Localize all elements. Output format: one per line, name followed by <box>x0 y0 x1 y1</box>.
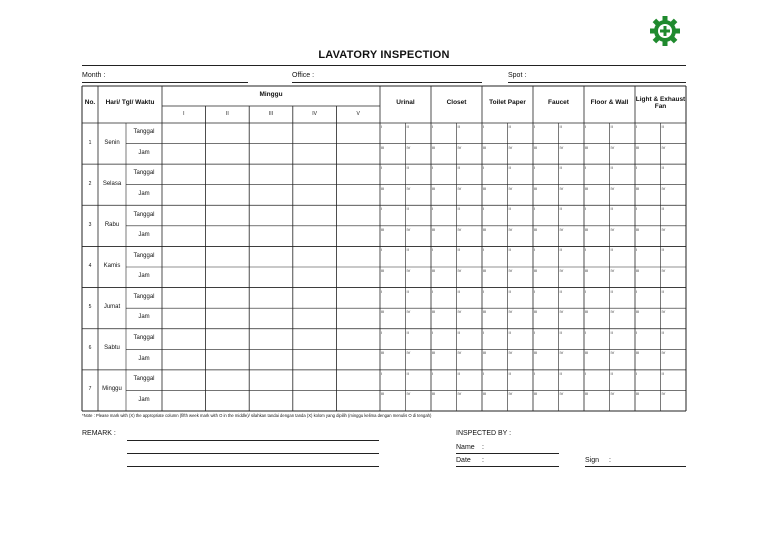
day-number: 2 <box>88 180 92 187</box>
corner-mark: IV <box>559 391 564 397</box>
corner-mark: III <box>432 268 436 273</box>
day-number: 1 <box>88 139 92 146</box>
corner-mark: IV <box>457 144 462 150</box>
corner-mark: I <box>585 206 587 212</box>
sign-field-line[interactable] <box>585 466 686 467</box>
corner-mark: IV <box>610 144 615 150</box>
corner-mark: III <box>432 350 436 356</box>
corner-mark: IV <box>508 144 513 150</box>
corner-mark: II <box>559 124 562 129</box>
corner-mark: III <box>636 226 640 232</box>
corner-mark: II <box>406 247 409 253</box>
corner-mark: III <box>636 268 640 273</box>
date-label: Date <box>456 457 471 464</box>
jam-label: Jam <box>138 191 150 197</box>
corner-mark: III <box>381 268 385 273</box>
corner-mark: I <box>534 124 536 129</box>
corner-mark: III <box>381 309 385 315</box>
day-name: Jumat <box>103 304 121 311</box>
corner-mark: III <box>432 226 436 232</box>
jam-label: Jam <box>138 314 150 321</box>
week-header-4: IV <box>312 111 317 117</box>
corner-mark: I <box>585 165 587 171</box>
day-number: 6 <box>88 345 92 352</box>
corner-mark: III <box>534 144 538 150</box>
corner-mark: IV <box>406 350 411 356</box>
corner-mark: I <box>381 165 383 171</box>
corner-mark: II <box>610 329 613 335</box>
corner-mark: III <box>534 309 538 315</box>
corner-mark: II <box>610 124 613 129</box>
tanggal-label: Tanggal <box>133 129 155 136</box>
corner-mark: I <box>534 247 536 253</box>
corner-mark: I <box>534 165 536 171</box>
corner-mark: II <box>559 247 562 253</box>
corner-mark: IV <box>559 144 564 150</box>
corner-mark: IV <box>508 185 513 191</box>
week-header-2: II <box>226 111 229 117</box>
corner-mark: I <box>534 370 536 376</box>
corner-mark: III <box>636 309 640 315</box>
corner-mark: III <box>534 185 538 191</box>
corner-mark: IV <box>661 268 666 273</box>
corner-mark: III <box>381 144 385 150</box>
corner-mark: III <box>381 226 385 232</box>
name-colon: : <box>482 444 484 451</box>
corner-mark: IV <box>559 185 564 191</box>
tanggal-label: Tanggal <box>133 293 155 300</box>
corner-mark: I <box>381 370 383 376</box>
spot-label: Spot : <box>508 72 527 79</box>
corner-mark: IV <box>406 309 411 315</box>
corner-mark: III <box>585 268 589 273</box>
corner-mark: II <box>508 165 511 171</box>
corner-mark: IV <box>661 226 666 232</box>
corner-mark: IV <box>406 268 411 273</box>
corner-mark: III <box>483 309 487 315</box>
corner-mark: III <box>483 226 487 232</box>
corner-mark: IV <box>610 309 615 315</box>
col-week-header: Minggu <box>259 91 283 98</box>
corner-mark: I <box>483 288 485 294</box>
corner-mark: III <box>585 144 589 150</box>
corner-mark: IV <box>457 350 462 356</box>
date-colon: : <box>482 457 484 464</box>
corner-mark: III <box>534 391 538 397</box>
month-label: Month : <box>82 72 106 79</box>
corner-mark: II <box>610 165 613 171</box>
corner-mark: III <box>483 268 487 273</box>
corner-mark: I <box>483 329 485 335</box>
corner-mark: II <box>406 165 409 171</box>
corner-mark: II <box>610 206 613 212</box>
corner-mark: I <box>381 206 383 212</box>
tanggal-label: Tanggal <box>133 252 155 259</box>
corner-mark: III <box>432 309 436 315</box>
corner-mark: II <box>508 247 511 253</box>
week-header-5: V <box>356 111 360 117</box>
corner-mark: I <box>432 165 434 171</box>
corner-mark: IV <box>661 144 666 150</box>
corner-mark: II <box>661 124 664 129</box>
corner-mark: I <box>636 206 638 212</box>
corner-mark: IV <box>457 268 462 273</box>
corner-mark: I <box>534 329 536 335</box>
corner-mark: III <box>534 226 538 232</box>
corner-mark: I <box>636 165 638 171</box>
corner-mark: IV <box>406 391 411 397</box>
office-label: Office : <box>292 72 315 79</box>
corner-mark: III <box>636 391 640 397</box>
corner-mark: III <box>585 350 589 356</box>
corner-mark: I <box>483 124 485 129</box>
corner-mark: II <box>406 370 409 376</box>
day-name: Sabtu <box>104 345 120 352</box>
week-header-1: I <box>183 111 185 117</box>
corner-mark: I <box>381 247 383 253</box>
page-title: LAVATORY INSPECTION <box>318 49 450 61</box>
corner-mark: II <box>661 206 664 212</box>
remark-line-1[interactable] <box>127 440 379 441</box>
corner-mark: IV <box>661 309 666 315</box>
corner-mark: IV <box>457 309 462 315</box>
corner-mark: II <box>457 370 460 376</box>
corner-mark: III <box>432 144 436 150</box>
remark-line-3[interactable] <box>127 466 379 467</box>
corner-mark: I <box>585 247 587 253</box>
corner-mark: I <box>432 370 434 376</box>
corner-mark: III <box>483 185 487 191</box>
corner-mark: I <box>636 124 638 129</box>
name-field-line[interactable] <box>456 453 559 454</box>
corner-mark: I <box>585 370 587 376</box>
corner-mark: III <box>483 391 487 397</box>
jam-label: Jam <box>138 396 150 403</box>
day-number: 5 <box>88 304 92 311</box>
day-name: Rabu <box>104 221 120 228</box>
corner-mark: III <box>636 144 640 150</box>
corner-mark: I <box>483 206 485 212</box>
corner-mark: III <box>432 185 436 191</box>
corner-mark: I <box>483 370 485 376</box>
item-header-5: Floor & Wall <box>590 99 629 106</box>
corner-mark: IV <box>559 268 564 273</box>
item-header-1: Urinal <box>396 99 415 106</box>
corner-mark: I <box>483 247 485 253</box>
remark-line-2[interactable] <box>127 453 379 454</box>
corner-mark: II <box>406 206 409 212</box>
corner-mark: I <box>432 206 434 212</box>
week-header-3: III <box>268 111 274 117</box>
corner-mark: IV <box>610 350 615 356</box>
jam-label: Jam <box>138 149 150 156</box>
corner-mark: IV <box>508 391 513 397</box>
corner-mark: I <box>381 288 383 294</box>
corner-mark: IV <box>457 185 462 191</box>
corner-mark: I <box>534 288 536 294</box>
corner-mark: II <box>559 329 562 335</box>
corner-mark: I <box>432 329 434 335</box>
corner-mark: IV <box>508 350 513 356</box>
corner-mark: II <box>508 288 511 294</box>
corner-mark: IV <box>508 226 513 232</box>
corner-mark: IV <box>406 185 411 191</box>
corner-mark: III <box>483 350 487 356</box>
corner-mark: II <box>559 206 562 212</box>
tanggal-label: Tanggal <box>133 170 155 177</box>
inspected-by-label: INSPECTED BY : <box>456 430 512 437</box>
corner-mark: II <box>406 329 409 335</box>
corner-mark: II <box>508 329 511 335</box>
corner-mark: III <box>585 391 589 397</box>
sign-label: Sign <box>585 457 600 464</box>
corner-mark: IV <box>610 226 615 232</box>
jam-label: Jam <box>138 232 150 239</box>
item-header-4: Faucet <box>548 99 569 106</box>
corner-mark: I <box>636 247 638 253</box>
corner-mark: III <box>381 350 385 356</box>
corner-mark: II <box>457 124 460 129</box>
date-field-line[interactable] <box>456 466 559 467</box>
corner-mark: II <box>508 124 511 129</box>
corner-mark: III <box>381 391 385 397</box>
corner-mark: II <box>661 370 664 376</box>
day-number: 4 <box>88 263 92 269</box>
corner-mark: II <box>457 165 460 171</box>
corner-mark: II <box>559 370 562 376</box>
corner-mark: I <box>483 165 485 171</box>
day-number: 3 <box>88 221 92 228</box>
corner-mark: I <box>534 206 536 212</box>
day-name: Kamis <box>103 263 121 269</box>
corner-mark: I <box>432 247 434 253</box>
corner-mark: II <box>610 247 613 253</box>
corner-mark: II <box>559 165 562 171</box>
corner-mark: IV <box>559 226 564 232</box>
col-no-header: No. <box>84 99 96 106</box>
corner-mark: IV <box>610 268 615 273</box>
corner-mark: III <box>432 391 436 397</box>
corner-mark: IV <box>508 268 513 273</box>
corner-mark: III <box>636 185 640 191</box>
item-header-2: Closet <box>446 99 467 106</box>
corner-mark: IV <box>559 309 564 315</box>
corner-mark: II <box>610 288 613 294</box>
jam-label: Jam <box>138 355 150 362</box>
corner-mark: I <box>636 370 638 376</box>
corner-mark: III <box>585 226 589 232</box>
col-day-header: Hari/ Tgl/ Waktu <box>105 99 155 106</box>
corner-mark: II <box>559 288 562 294</box>
corner-mark: II <box>661 165 664 171</box>
name-label: Name <box>456 444 475 451</box>
corner-mark: II <box>508 206 511 212</box>
corner-mark: I <box>636 288 638 294</box>
corner-mark: II <box>406 124 409 129</box>
corner-mark: IV <box>661 350 666 356</box>
corner-mark: II <box>406 288 409 294</box>
corner-mark: II <box>661 329 664 335</box>
tanggal-label: Tanggal <box>133 376 155 383</box>
note-text: *Note : Please mark with (X) the appropriate column (fifth week mark with O in the middle)/ silahkan tandai dengan tanda (X) kolom yang dipilih (minggu kelima dengan menulis O di tengah) <box>82 413 432 418</box>
corner-mark: III <box>534 350 538 356</box>
corner-mark: IV <box>457 391 462 397</box>
corner-mark: IV <box>661 391 666 397</box>
day-name: Selasa <box>102 180 122 187</box>
corner-mark: II <box>610 370 613 376</box>
day-name: Senin <box>104 139 120 146</box>
tanggal-label: Tanggal <box>133 211 155 218</box>
item-header-6: Light & Exhaust Fan <box>635 96 686 110</box>
day-number: 7 <box>88 386 92 393</box>
corner-mark: II <box>508 370 511 376</box>
corner-mark: IV <box>610 185 615 191</box>
corner-mark: IV <box>406 226 411 232</box>
corner-mark: I <box>636 329 638 335</box>
corner-mark: II <box>457 247 460 253</box>
corner-mark: III <box>585 309 589 315</box>
corner-mark: I <box>432 288 434 294</box>
corner-mark: I <box>585 288 587 294</box>
corner-mark: I <box>381 329 383 335</box>
corner-mark: IV <box>508 309 513 315</box>
tanggal-label: Tanggal <box>133 335 155 341</box>
corner-mark: III <box>381 185 385 191</box>
corner-mark: I <box>585 329 587 335</box>
corner-mark: I <box>381 124 383 129</box>
remark-label: REMARK : <box>82 430 116 437</box>
corner-mark: IV <box>610 391 615 397</box>
corner-mark: III <box>636 350 640 356</box>
day-name: Minggu <box>102 386 122 393</box>
corner-mark: II <box>661 247 664 253</box>
corner-mark: II <box>457 206 460 212</box>
corner-mark: IV <box>559 350 564 356</box>
corner-mark: II <box>457 329 460 335</box>
corner-mark: IV <box>406 144 411 150</box>
corner-mark: III <box>534 268 538 273</box>
corner-mark: III <box>483 144 487 150</box>
corner-mark: I <box>432 124 434 129</box>
corner-mark: II <box>457 288 460 294</box>
item-header-3: Toilet Paper <box>489 99 526 106</box>
sign-colon: : <box>609 457 611 464</box>
corner-mark: III <box>585 185 589 191</box>
corner-mark: I <box>585 124 587 129</box>
jam-label: Jam <box>138 273 150 280</box>
corner-mark: IV <box>661 185 666 191</box>
corner-mark: II <box>661 288 664 294</box>
corner-mark: IV <box>457 226 462 232</box>
